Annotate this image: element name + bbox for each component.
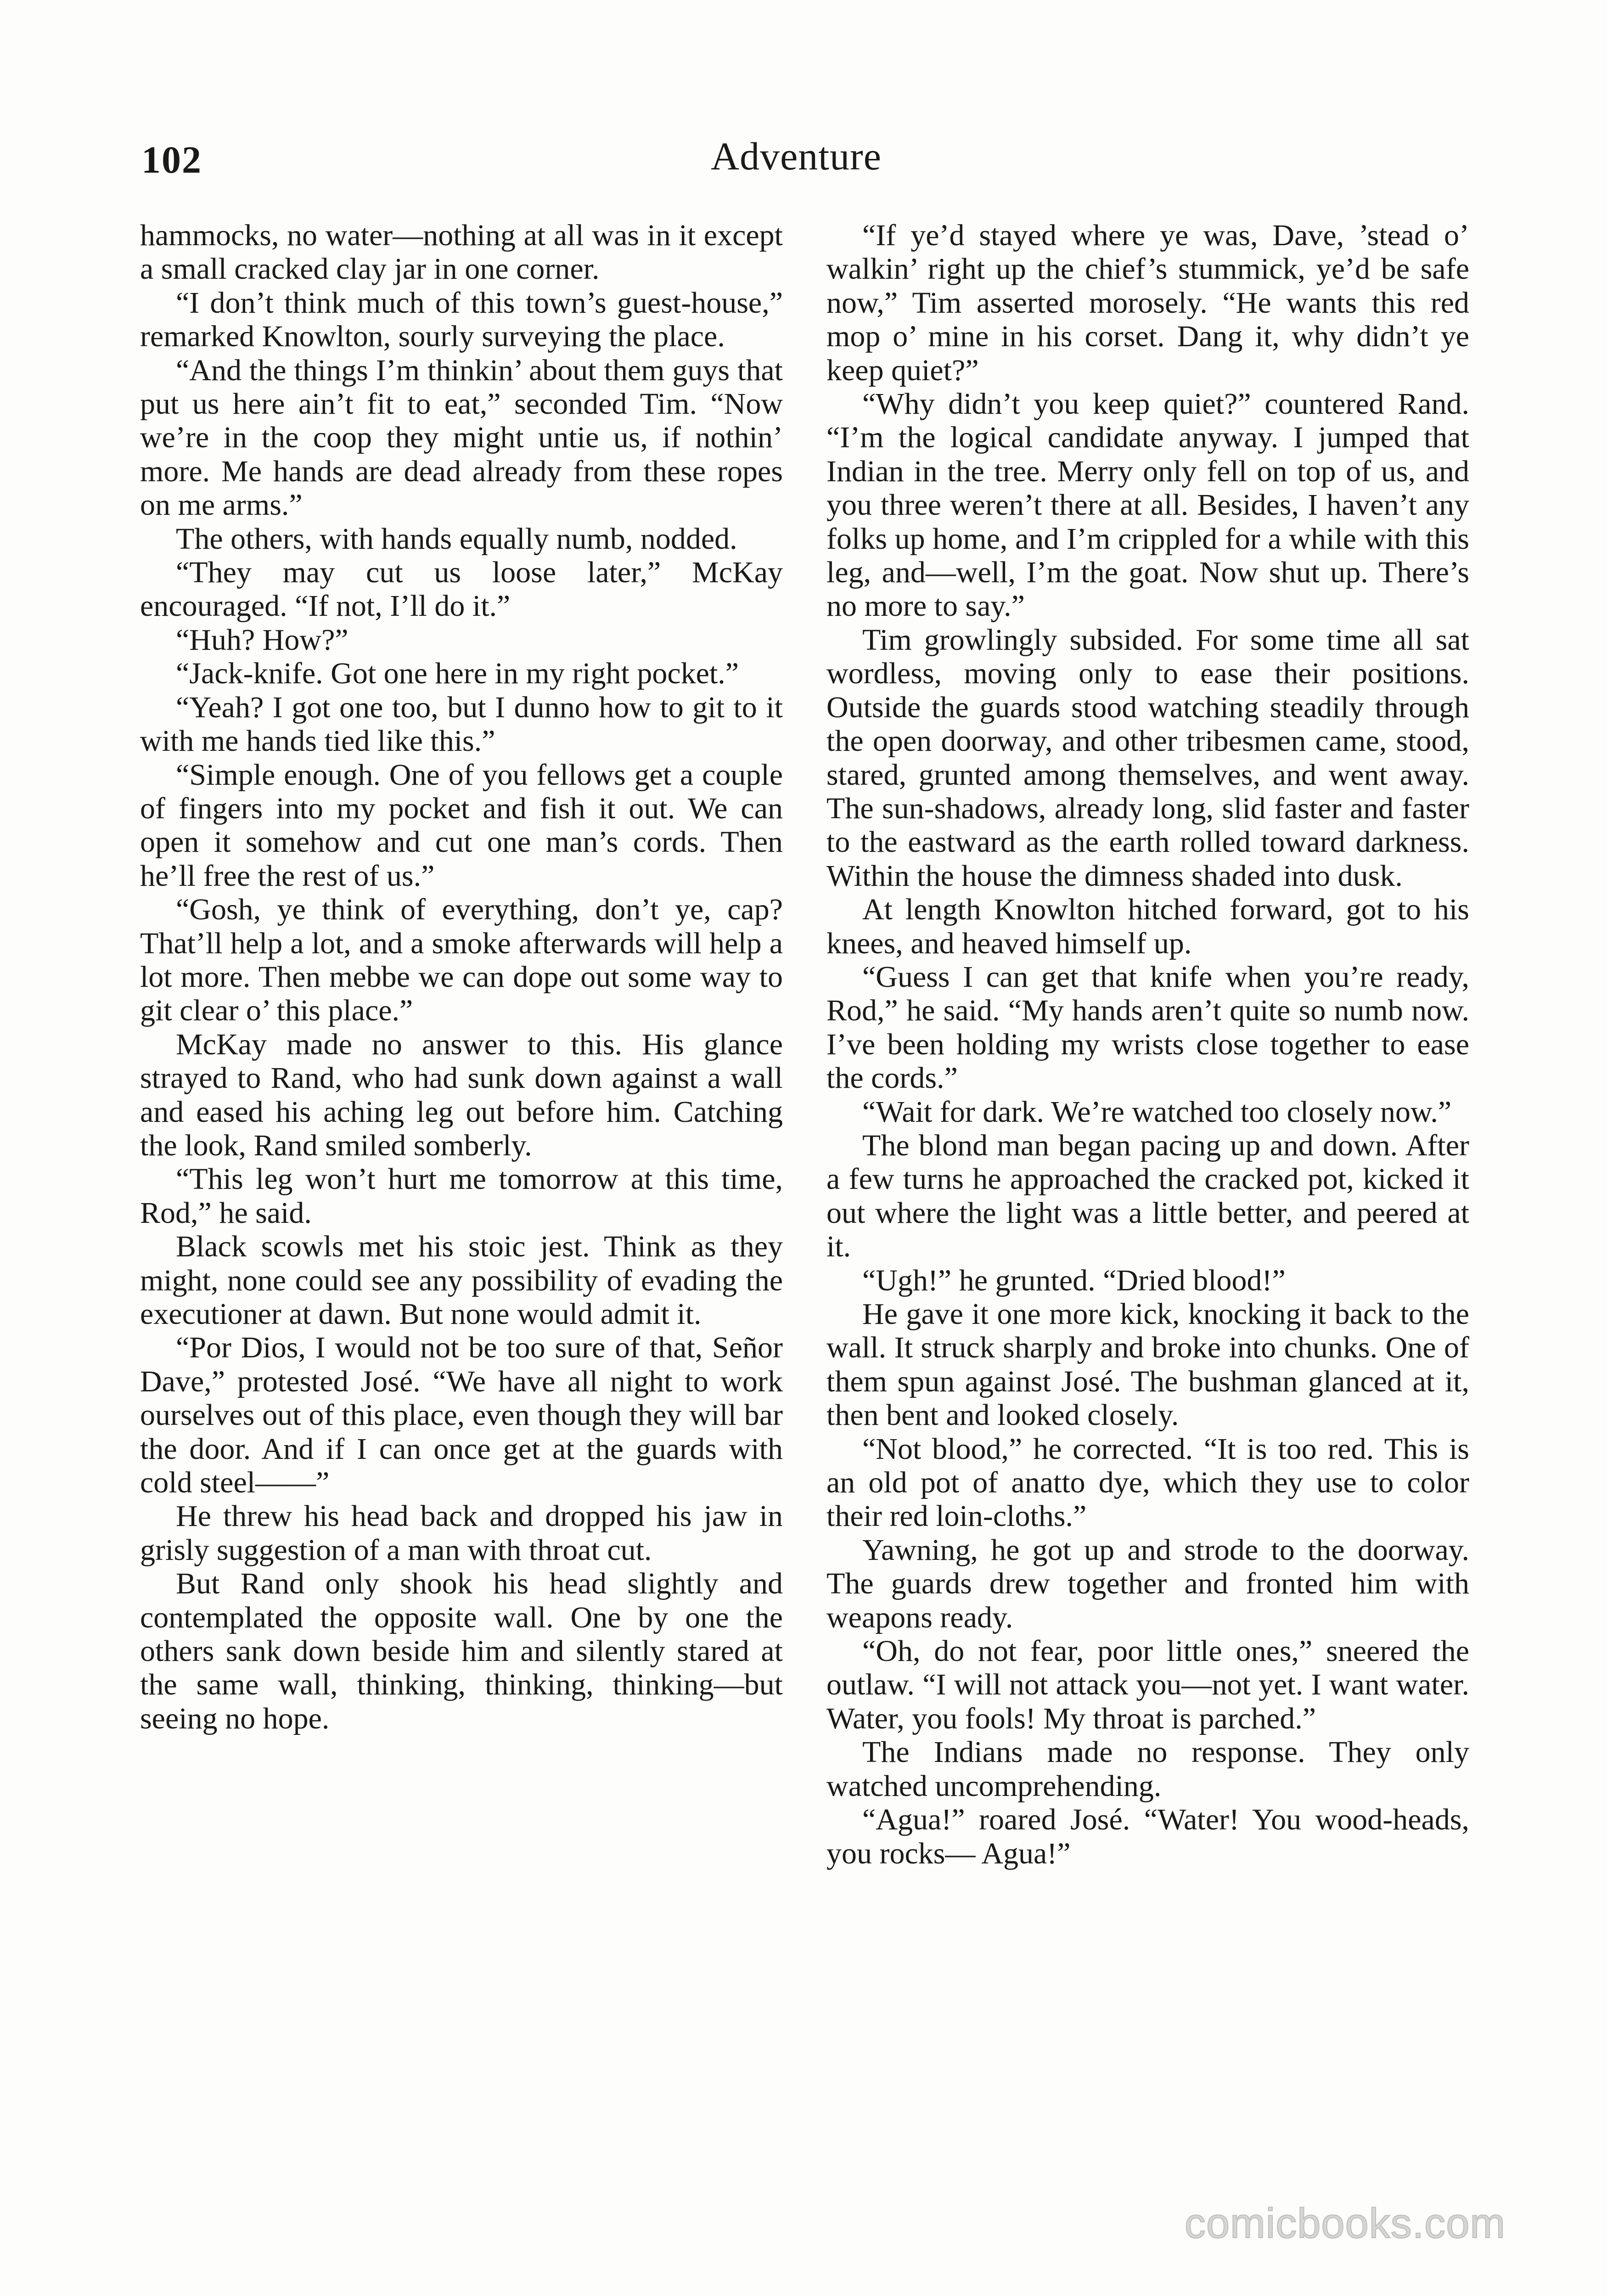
running-head: Adventure [711, 134, 882, 178]
paragraph: “And the things I’m thinkin’ about them guys that put us here ain’t fit to eat,” seconded Tim. “Now we’re in the coop they might untie us, if nothin’ more. Me hands are dead already from these ropes on me arms.” [140, 353, 783, 522]
paragraph: He gave it one more kick, knocking it back to the wall. It struck sharply and broke into chunks. One of them spun against José. The bushman glanced at it, then bent and looked closely. [826, 1297, 1469, 1432]
paragraph: “Wait for dark. We’re watched too closely now.” [862, 1095, 1452, 1129]
left-text-column [140, 219, 783, 1735]
site-watermark: comicbooks.com [1185, 2200, 1506, 2247]
paragraph: “Guess I can get that knife when you’re ready, Rod,” he said. “My hands aren’t quite so numb now. I’ve been holding my wrists close together to ease the cords.” [826, 960, 1469, 1095]
paragraph: McKay made no answer to this. His glance strayed to Rand, who had sunk down against a wall and eased his aching leg out before him. Catching the look, Rand smiled somberly. [140, 1027, 783, 1162]
paragraph: “Why didn’t you keep quiet?” countered Rand. “I’m the logical candidate anyway. I jumped that Indian in the tree. Merry only fell on top of us, and you three weren’t there at all. Besides, I haven’t any folks up home, and I’m crippled for a while with this leg, and—well, I’m the goat. Now shut up. There’s no more to say.” [826, 387, 1469, 623]
paragraph: Tim growlingly subsided. For some time all sat wordless, moving only to ease their positions. Outside the guards stood watching steadily through the open doorway, and other tribesmen came, stood, stared, grunted among themselves, and went away. The sun-shadows, already long, slid faster and faster to the eastward as the earth rolled toward darkness. Within the house the dimness shaded into dusk. [826, 623, 1469, 893]
paragraph: “Jack-knife. Got one here in my right pocket.” [176, 657, 739, 691]
paragraph: “Huh? How?” [176, 623, 348, 657]
paragraph: “Ugh!” he grunted. “Dried blood!” [862, 1263, 1286, 1297]
paragraph: He threw his head back and dropped his jaw in grisly suggestion of a man with throat cut. [140, 1499, 783, 1567]
paragraph: “I don’t think much of this town’s guest-house,” remarked Knowlton, sourly surveying the place. [140, 286, 783, 354]
paragraph: The Indians made no response. They only watched uncomprehending. [826, 1735, 1469, 1803]
paragraph: The blond man began pacing up and down. After a few turns he approached the cracked pot, kicked it out where the light was a little better, and peered at it. [826, 1128, 1469, 1264]
paragraph: “This leg won’t hurt me tomorrow at this time, Rod,” he said. [140, 1162, 783, 1230]
paragraph: At length Knowlton hitched forward, got to his knees, and heaved himself up. [826, 893, 1469, 960]
paragraph: “Not blood,” he corrected. “It is too red. This is an old pot of anatto dye, which they use to color their red loin-cloths.” [826, 1432, 1469, 1533]
paragraph: The others, with hands equally numb, nodded. [176, 522, 737, 556]
page-header [141, 134, 908, 188]
right-text-column [826, 219, 1469, 1870]
paragraph: “Por Dios, I would not be too sure of that, Señor Dave,” protested José. “We have all night to work ourselves out of this place, even though they will bar the door. And if I can once get at the guards with cold steel——” [140, 1331, 783, 1500]
paragraph: “They may cut us loose later,” McKay encouraged. “If not, I’ll do it.” [140, 556, 783, 623]
paragraph: “Gosh, ye think of everything, don’t ye, cap? That’ll help a lot, and a smoke afterwards will help a lot more. Then mebbe we can dope out some way to git clear o’ this place.” [140, 893, 783, 1028]
paragraph: “Agua!” roared José. “Water! You wood-heads, you rocks— Agua!” [826, 1803, 1469, 1870]
paragraph: “Oh, do not fear, poor little ones,” sneered the outlaw. “I will not attack you—not yet. I want water. Water, you fools! My throat is parched.” [826, 1634, 1469, 1735]
paragraph: “Simple enough. One of you fellows get a couple of fingers into my pocket and fish it out. We can open it somehow and cut one man’s cords. Then he’ll free the rest of us.” [140, 758, 783, 893]
paragraph: Black scowls met his stoic jest. Think as they might, none could see any possibility of evading the executioner at dawn. But none would admit it. [140, 1230, 783, 1331]
paragraph: Yawning, he got up and strode to the doorway. The guards drew together and fronted him with weapons ready. [826, 1533, 1469, 1634]
page-number: 102 [141, 139, 202, 181]
paragraph: “Yeah? I got one too, but I dunno how to git to it with me hands tied like this.” [140, 690, 783, 758]
paragraph: hammocks, no water—nothing at all was in it except a small cracked clay jar in one corner. [140, 219, 783, 286]
paragraph: But Rand only shook his head slightly and contemplated the opposite wall. One by one the others sank down beside him and silently stared at the same wall, thinking, thinking, thinking—but seeing no hope. [140, 1567, 783, 1735]
paragraph: “If ye’d stayed where ye was, Dave, ’stead o’ walkin’ right up the chief’s stummick, ye’d be safe now,” Tim asserted morosely. “He wants this red mop o’ mine in his corset. Dang it, why didn’t ye keep quiet?” [826, 219, 1469, 387]
